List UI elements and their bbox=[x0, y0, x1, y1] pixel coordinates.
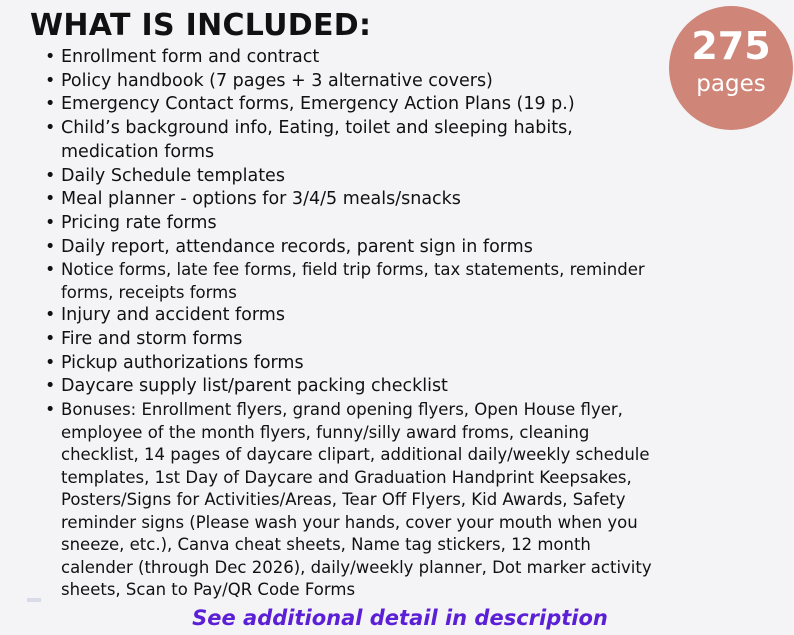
list-item-text: Emergency Contact forms, Emergency Action Plans (19 p.) bbox=[61, 94, 575, 115]
list-item-text: Notice forms, late fee forms, field trip forms, tax statements, reminder bbox=[61, 260, 645, 280]
bullet-icon: • bbox=[45, 400, 56, 421]
list-item-text: Daily report, attendance records, parent sign in forms bbox=[61, 236, 533, 257]
list-item-text: Injury and accident forms bbox=[61, 305, 285, 326]
list-item-text: Policy handbook (7 pages + 3 alternative covers) bbox=[61, 70, 493, 91]
list-item bbox=[44, 304, 784, 328]
list-item-text: Child’s background info, Eating, toilet and sleeping habits, bbox=[61, 118, 573, 139]
list-item bbox=[44, 188, 784, 212]
list-item-text: templates, 1st Day of Daycare and Graduation Handprint Keepsakes, bbox=[61, 467, 632, 487]
list-item-text: medication forms bbox=[61, 141, 215, 162]
list-item-text: Bonuses: Enrollment flyers, grand opening flyers, Open House flyer, bbox=[61, 400, 623, 420]
list-item-text: Enrollment form and contract bbox=[61, 47, 320, 67]
footer-note: See additional detail in description bbox=[192, 606, 608, 630]
page-count-unit: pages bbox=[696, 71, 766, 97]
bullet-icon: • bbox=[45, 94, 56, 115]
bullet-icon: • bbox=[45, 165, 56, 186]
list-item-text: Posters/Signs for Activities/Areas, Tear Off Flyers, Kid Awards, Safety bbox=[61, 490, 626, 510]
list-item-text: Pricing rate forms bbox=[61, 212, 217, 233]
bullet-icon: • bbox=[45, 212, 56, 233]
list-item bbox=[44, 212, 784, 236]
page-title: WHAT IS INCLUDED: bbox=[30, 8, 372, 43]
list-item bbox=[44, 328, 784, 352]
list-item-text: checklist, 14 pages of daycare clipart, additional daily/weekly schedule bbox=[61, 445, 650, 465]
list-item bbox=[44, 236, 784, 260]
bullet-icon: • bbox=[45, 376, 56, 397]
tiny-mark bbox=[27, 598, 41, 602]
list-item-text: reminder signs (Please wash your hands, cover your mouth when you bbox=[61, 512, 638, 532]
list-item-text: sneeze, etc.), Canva cheat sheets, Name tag stickers, 12 month bbox=[61, 535, 591, 555]
bullet-icon: • bbox=[45, 236, 56, 257]
bullet-icon: • bbox=[45, 352, 56, 373]
list-item-text: employee of the month flyers, funny/silly award froms, cleaning bbox=[61, 422, 590, 442]
list-item-text: Pickup authorizations forms bbox=[61, 352, 304, 373]
bullet-icon: • bbox=[45, 260, 56, 281]
bullet-icon: • bbox=[45, 47, 56, 67]
list-item-text: Daycare supply list/parent packing checklist bbox=[61, 376, 448, 397]
list-item bbox=[44, 259, 784, 304]
bullet-icon: • bbox=[45, 70, 56, 91]
list-item bbox=[44, 117, 784, 164]
list-item bbox=[44, 70, 784, 94]
bullet-icon: • bbox=[45, 189, 56, 210]
list-item-text: Meal planner - options for 3/4/5 meals/snacks bbox=[61, 189, 461, 210]
included-items-list bbox=[44, 46, 784, 602]
bullet-icon: • bbox=[45, 305, 56, 326]
list-item bbox=[44, 399, 784, 602]
list-item-text: Fire and storm forms bbox=[61, 329, 243, 350]
list-item-text: forms, receipts forms bbox=[61, 282, 237, 302]
list-item bbox=[44, 165, 784, 189]
list-item bbox=[44, 375, 784, 399]
page-count-number: 275 bbox=[691, 24, 771, 68]
bullet-icon: • bbox=[45, 118, 56, 139]
list-item-text: sheets, Scan to Pay/QR Code Forms bbox=[61, 580, 356, 600]
list-item-text: Daily Schedule templates bbox=[61, 165, 285, 186]
list-item-text: calender (through Dec 2026), daily/weekly planner, Dot marker activity bbox=[61, 557, 652, 577]
list-item bbox=[44, 352, 784, 376]
bullet-icon: • bbox=[45, 329, 56, 350]
list-item bbox=[44, 93, 784, 117]
list-item bbox=[44, 46, 784, 70]
